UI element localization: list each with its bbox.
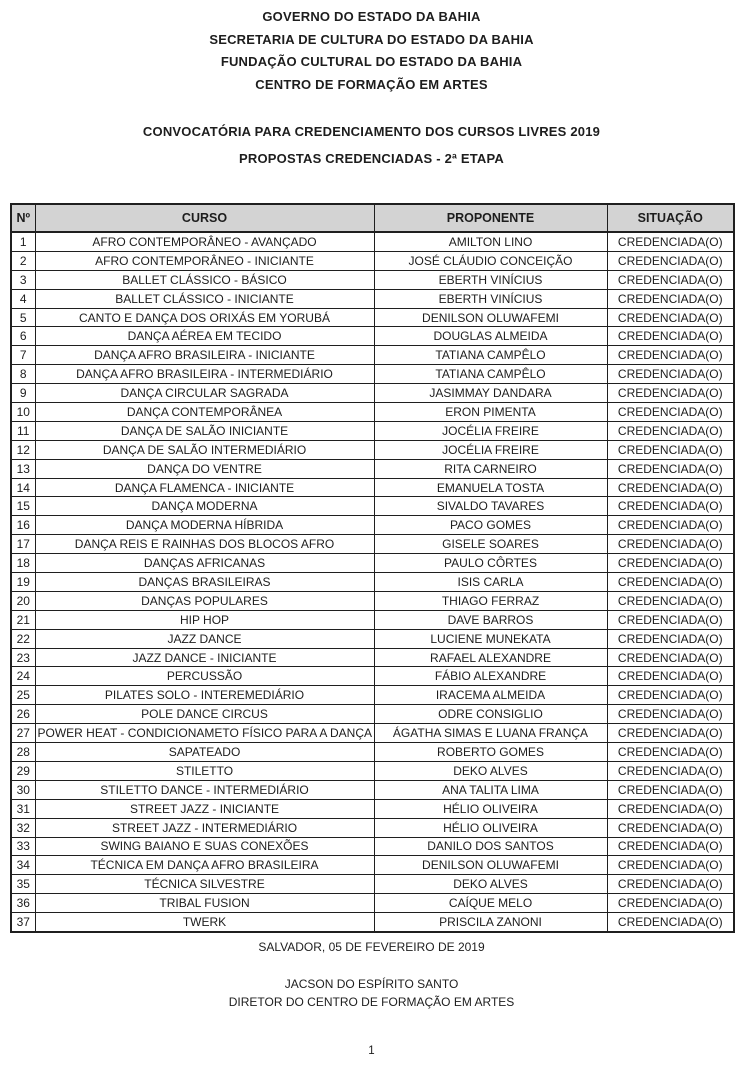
column-header-course: CURSO: [35, 204, 374, 232]
status-cell: CREDENCIADA(O): [607, 818, 734, 837]
footer-signature-block: [0, 975, 743, 1011]
table-row: [11, 875, 734, 894]
signature-name: JACSON DO ESPÍRITO SANTO: [284, 977, 459, 991]
course-cell: DANÇA AFRO BRASILEIRA - INICIANTE: [35, 346, 374, 365]
row-number-cell: 35: [11, 875, 35, 894]
course-cell: TRIBAL FUSION: [35, 894, 374, 913]
status-cell: CREDENCIADA(O): [607, 875, 734, 894]
course-cell: CANTO E DANÇA DOS ORIXÁS EM YORUBÁ: [35, 308, 374, 327]
table-row: [11, 629, 734, 648]
status-cell: CREDENCIADA(O): [607, 478, 734, 497]
results-table: [10, 203, 735, 933]
table-row: [11, 761, 734, 780]
row-number-cell: 32: [11, 818, 35, 837]
proponent-cell: RAFAEL ALEXANDRE: [374, 648, 607, 667]
proponent-cell: TATIANA CAMPÊLO: [374, 346, 607, 365]
proponent-cell: HÉLIO OLIVEIRA: [374, 799, 607, 818]
course-cell: DANÇA DE SALÃO INICIANTE: [35, 421, 374, 440]
course-cell: DANÇA MODERNA HÍBRIDA: [35, 516, 374, 535]
table-row: [11, 648, 734, 667]
proponent-cell: ROBERTO GOMES: [374, 743, 607, 762]
proponent-cell: DOUGLAS ALMEIDA: [374, 327, 607, 346]
row-number-cell: 2: [11, 251, 35, 270]
course-cell: STREET JAZZ - INICIANTE: [35, 799, 374, 818]
course-cell: AFRO CONTEMPORÂNEO - AVANÇADO: [35, 232, 374, 251]
status-cell: CREDENCIADA(O): [607, 516, 734, 535]
table-row: [11, 251, 734, 270]
row-number-cell: 24: [11, 667, 35, 686]
table-row: [11, 421, 734, 440]
status-cell: CREDENCIADA(O): [607, 459, 734, 478]
table-header-row: [11, 204, 734, 232]
table-row: [11, 705, 734, 724]
proponent-cell: PRISCILA ZANONI: [374, 913, 607, 932]
proponent-cell: CAÍQUE MELO: [374, 894, 607, 913]
header-line-government: GOVERNO DO ESTADO DA BAHIA: [262, 9, 481, 24]
status-cell: CREDENCIADA(O): [607, 327, 734, 346]
row-number-cell: 27: [11, 724, 35, 743]
proponent-cell: EBERTH VINÍCIUS: [374, 289, 607, 308]
table-row: [11, 270, 734, 289]
row-number-cell: 36: [11, 894, 35, 913]
table-row: [11, 686, 734, 705]
status-cell: CREDENCIADA(O): [607, 346, 734, 365]
table-row: [11, 591, 734, 610]
status-cell: CREDENCIADA(O): [607, 365, 734, 384]
proponent-cell: JASIMMAY DANDARA: [374, 384, 607, 403]
column-header-number: Nº: [11, 204, 35, 232]
row-number-cell: 17: [11, 535, 35, 554]
row-number-cell: 18: [11, 554, 35, 573]
status-cell: CREDENCIADA(O): [607, 629, 734, 648]
table-row: [11, 554, 734, 573]
row-number-cell: 8: [11, 365, 35, 384]
proponent-cell: TATIANA CAMPÊLO: [374, 365, 607, 384]
proponent-cell: ERON PIMENTA: [374, 403, 607, 422]
table-row: [11, 459, 734, 478]
proponent-cell: PAULO CÔRTES: [374, 554, 607, 573]
proponent-cell: JOCÉLIA FREIRE: [374, 421, 607, 440]
status-cell: CREDENCIADA(O): [607, 610, 734, 629]
table-row: [11, 573, 734, 592]
course-cell: PERCUSSÃO: [35, 667, 374, 686]
course-cell: DANÇA AÉREA EM TECIDO: [35, 327, 374, 346]
header-line-secretariat: SECRETARIA DE CULTURA DO ESTADO DA BAHIA: [209, 31, 534, 47]
title-line-subtitle: PROPOSTAS CREDENCIADAS - 2ª ETAPA: [239, 151, 504, 166]
row-number-cell: 3: [11, 270, 35, 289]
table-row: [11, 894, 734, 913]
row-number-cell: 25: [11, 686, 35, 705]
table-body: [11, 232, 734, 932]
course-cell: BALLET CLÁSSICO - INICIANTE: [35, 289, 374, 308]
proponent-cell: LUCIENE MUNEKATA: [374, 629, 607, 648]
row-number-cell: 29: [11, 761, 35, 780]
course-cell: DANÇA FLAMENCA - INICIANTE: [35, 478, 374, 497]
table-row: [11, 535, 734, 554]
course-cell: STILETTO: [35, 761, 374, 780]
table-row: [11, 837, 734, 856]
status-cell: CREDENCIADA(O): [607, 743, 734, 762]
status-cell: CREDENCIADA(O): [607, 403, 734, 422]
course-cell: AFRO CONTEMPORÂNEO - INICIANTE: [35, 251, 374, 270]
table-row: [11, 308, 734, 327]
course-cell: DANÇA MODERNA: [35, 497, 374, 516]
proponent-cell: DENILSON OLUWAFEMI: [374, 308, 607, 327]
row-number-cell: 20: [11, 591, 35, 610]
row-number-cell: 31: [11, 799, 35, 818]
status-cell: CREDENCIADA(O): [607, 308, 734, 327]
row-number-cell: 34: [11, 856, 35, 875]
row-number-cell: 22: [11, 629, 35, 648]
row-number-cell: 30: [11, 780, 35, 799]
row-number-cell: 33: [11, 837, 35, 856]
status-cell: CREDENCIADA(O): [607, 497, 734, 516]
proponent-cell: FÁBIO ALEXANDRE: [374, 667, 607, 686]
header-line-foundation: FUNDAÇÃO CULTURAL DO ESTADO DA BAHIA: [220, 54, 523, 70]
course-cell: DANÇAS AFRICANAS: [35, 554, 374, 573]
status-cell: CREDENCIADA(O): [607, 535, 734, 554]
document-title-block: [0, 118, 743, 172]
status-cell: CREDENCIADA(O): [607, 780, 734, 799]
status-cell: CREDENCIADA(O): [607, 384, 734, 403]
status-cell: CREDENCIADA(O): [607, 799, 734, 818]
status-cell: CREDENCIADA(O): [607, 554, 734, 573]
table-row: [11, 856, 734, 875]
proponent-cell: ISIS CARLA: [374, 573, 607, 592]
row-number-cell: 28: [11, 743, 35, 762]
proponent-cell: JOSÉ CLÁUDIO CONCEIÇÃO: [374, 251, 607, 270]
course-cell: TÉCNICA EM DANÇA AFRO BRASILEIRA: [35, 856, 374, 875]
course-cell: DANÇA AFRO BRASILEIRA - INTERMEDIÁRIO: [35, 365, 374, 384]
column-header-status: SITUAÇÃO: [607, 204, 734, 232]
status-cell: CREDENCIADA(O): [607, 894, 734, 913]
proponent-cell: GISELE SOARES: [374, 535, 607, 554]
course-cell: DANÇA DE SALÃO INTERMEDIÁRIO: [35, 440, 374, 459]
course-cell: POWER HEAT - CONDICIONAMETO FÍSICO PARA A DANÇA: [35, 724, 374, 743]
page-number: 1: [368, 1045, 375, 1057]
course-cell: DANÇA DO VENTRE: [35, 459, 374, 478]
status-cell: CREDENCIADA(O): [607, 440, 734, 459]
course-cell: HIP HOP: [35, 610, 374, 629]
proponent-cell: AMILTON LINO: [374, 232, 607, 251]
footer-date-line: SALVADOR, 05 DE FEVEREIRO DE 2019: [258, 940, 485, 954]
row-number-cell: 19: [11, 573, 35, 592]
table-row: [11, 743, 734, 762]
status-cell: CREDENCIADA(O): [607, 705, 734, 724]
status-cell: CREDENCIADA(O): [607, 837, 734, 856]
status-cell: CREDENCIADA(O): [607, 270, 734, 289]
course-cell: JAZZ DANCE - INICIANTE: [35, 648, 374, 667]
proponent-cell: HÉLIO OLIVEIRA: [374, 818, 607, 837]
proponent-cell: EBERTH VINÍCIUS: [374, 270, 607, 289]
row-number-cell: 10: [11, 403, 35, 422]
table-row: [11, 384, 734, 403]
table-row: [11, 403, 734, 422]
course-cell: STILETTO DANCE - INTERMEDIÁRIO: [35, 780, 374, 799]
proponent-cell: JOCÉLIA FREIRE: [374, 440, 607, 459]
course-cell: JAZZ DANCE: [35, 629, 374, 648]
status-cell: CREDENCIADA(O): [607, 856, 734, 875]
table-row: [11, 232, 734, 251]
row-number-cell: 4: [11, 289, 35, 308]
table-row: [11, 327, 734, 346]
course-cell: SAPATEADO: [35, 743, 374, 762]
status-cell: CREDENCIADA(O): [607, 591, 734, 610]
course-cell: DANÇA CONTEMPORÂNEA: [35, 403, 374, 422]
proponent-cell: DANILO DOS SANTOS: [374, 837, 607, 856]
row-number-cell: 9: [11, 384, 35, 403]
row-number-cell: 6: [11, 327, 35, 346]
table-row: [11, 365, 734, 384]
title-line-call: CONVOCATÓRIA PARA CREDENCIAMENTO DOS CURSOS LIVRES 2019: [142, 124, 601, 139]
course-cell: SWING BAIANO E SUAS CONEXÕES: [35, 837, 374, 856]
proponent-cell: DEKO ALVES: [374, 761, 607, 780]
row-number-cell: 11: [11, 421, 35, 440]
status-cell: CREDENCIADA(O): [607, 421, 734, 440]
row-number-cell: 15: [11, 497, 35, 516]
course-cell: DANÇAS POPULARES: [35, 591, 374, 610]
row-number-cell: 14: [11, 478, 35, 497]
status-cell: CREDENCIADA(O): [607, 573, 734, 592]
row-number-cell: 21: [11, 610, 35, 629]
row-number-cell: 1: [11, 232, 35, 251]
row-number-cell: 26: [11, 705, 35, 724]
course-cell: DANÇA REIS E RAINHAS DOS BLOCOS AFRO: [35, 535, 374, 554]
table-row: [11, 440, 734, 459]
signature-title: DIRETOR DO CENTRO DE FORMAÇÃO EM ARTES: [228, 995, 515, 1009]
results-table-wrapper: [10, 203, 733, 933]
status-cell: CREDENCIADA(O): [607, 251, 734, 270]
row-number-cell: 5: [11, 308, 35, 327]
course-cell: POLE DANCE CIRCUS: [35, 705, 374, 724]
status-cell: CREDENCIADA(O): [607, 667, 734, 686]
table-row: [11, 667, 734, 686]
table-row: [11, 497, 734, 516]
row-number-cell: 12: [11, 440, 35, 459]
status-cell: CREDENCIADA(O): [607, 289, 734, 308]
table-row: [11, 724, 734, 743]
status-cell: CREDENCIADA(O): [607, 648, 734, 667]
table-row: [11, 346, 734, 365]
proponent-cell: ODRE CONSIGLIO: [374, 705, 607, 724]
course-cell: DANÇAS BRASILEIRAS: [35, 573, 374, 592]
row-number-cell: 13: [11, 459, 35, 478]
status-cell: CREDENCIADA(O): [607, 232, 734, 251]
proponent-cell: ÁGATHA SIMAS E LUANA FRANÇA: [374, 724, 607, 743]
status-cell: CREDENCIADA(O): [607, 724, 734, 743]
proponent-cell: DEKO ALVES: [374, 875, 607, 894]
course-cell: BALLET CLÁSSICO - BÁSICO: [35, 270, 374, 289]
row-number-cell: 7: [11, 346, 35, 365]
proponent-cell: IRACEMA ALMEIDA: [374, 686, 607, 705]
proponent-cell: ANA TALITA LIMA: [374, 780, 607, 799]
table-row: [11, 913, 734, 932]
proponent-cell: PACO GOMES: [374, 516, 607, 535]
table-row: [11, 516, 734, 535]
header-line-center: CENTRO DE FORMAÇÃO EM ARTES: [255, 76, 488, 92]
status-cell: CREDENCIADA(O): [607, 761, 734, 780]
row-number-cell: 23: [11, 648, 35, 667]
status-cell: CREDENCIADA(O): [607, 686, 734, 705]
proponent-cell: RITA CARNEIRO: [374, 459, 607, 478]
row-number-cell: 16: [11, 516, 35, 535]
proponent-cell: DENILSON OLUWAFEMI: [374, 856, 607, 875]
table-row: [11, 478, 734, 497]
course-cell: PILATES SOLO - INTEREMEDIÁRIO: [35, 686, 374, 705]
table-row: [11, 780, 734, 799]
table-row: [11, 289, 734, 308]
table-row: [11, 799, 734, 818]
row-number-cell: 37: [11, 913, 35, 932]
column-header-proponent: PROPONENTE: [374, 204, 607, 232]
proponent-cell: SIVALDO TAVARES: [374, 497, 607, 516]
course-cell: TWERK: [35, 913, 374, 932]
proponent-cell: EMANUELA TOSTA: [374, 478, 607, 497]
document-header: [0, 6, 743, 96]
proponent-cell: THIAGO FERRAZ: [374, 591, 607, 610]
course-cell: STREET JAZZ - INTERMEDIÁRIO: [35, 818, 374, 837]
status-cell: CREDENCIADA(O): [607, 913, 734, 932]
table-row: [11, 610, 734, 629]
proponent-cell: DAVE BARROS: [374, 610, 607, 629]
table-row: [11, 818, 734, 837]
course-cell: TÉCNICA SILVESTRE: [35, 875, 374, 894]
course-cell: DANÇA CIRCULAR SAGRADA: [35, 384, 374, 403]
